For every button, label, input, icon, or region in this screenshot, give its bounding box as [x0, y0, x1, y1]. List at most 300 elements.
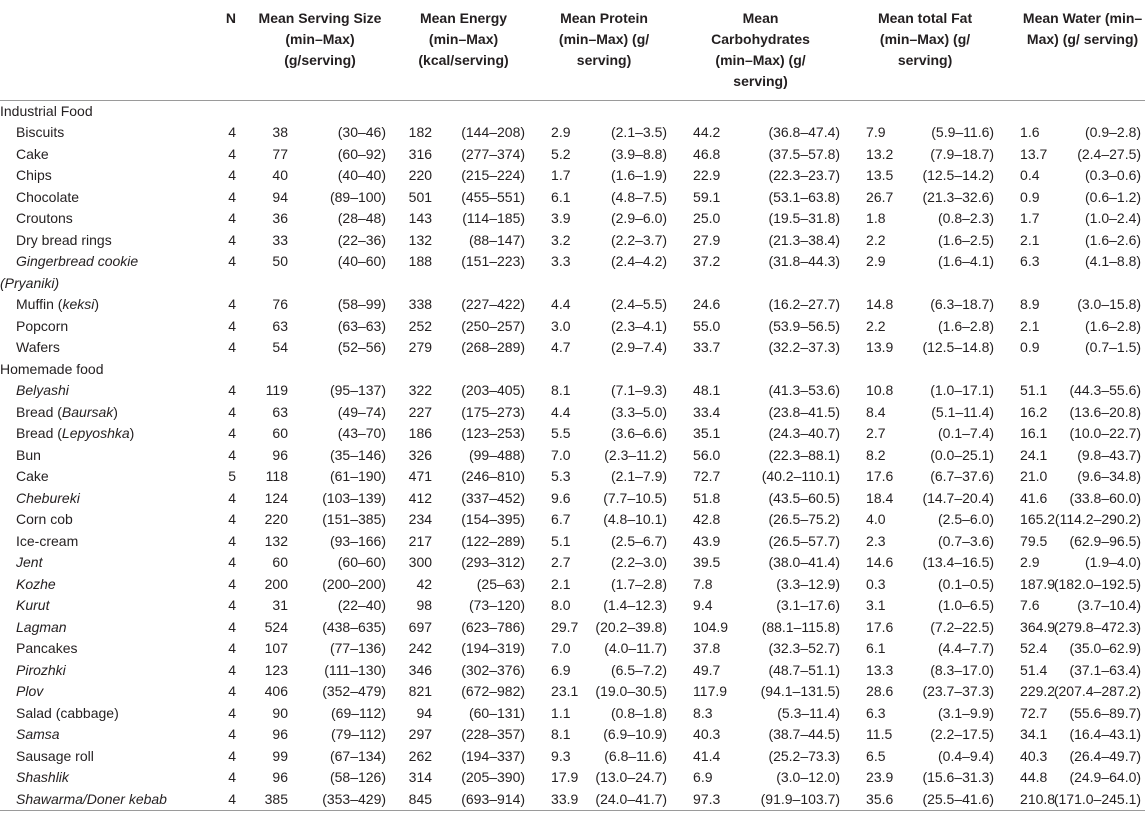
food-name [0, 746, 218, 768]
carbs-range: (25.2–73.3) [768, 747, 841, 764]
serving-range: (353–429) [322, 790, 387, 807]
n-cell: 4 [228, 532, 236, 549]
water-mean: 6.3 [1020, 253, 1040, 269]
protein-range: (2.5–6.7) [610, 532, 668, 549]
food-name-it: Belyashi [16, 382, 69, 398]
carbs-range: (40.2–110.1) [761, 468, 841, 484]
fat-range: (0.8–2.3) [938, 210, 995, 226]
group-label: Homemade food [0, 360, 104, 377]
table-row [0, 767, 1145, 789]
serving-mean: 118 [265, 468, 288, 484]
n-cell: 4 [228, 769, 236, 785]
water-range: (0.3–0.6) [1085, 167, 1142, 183]
energy-mean: 188 [408, 253, 433, 269]
water-range: (1.9–4.0) [1085, 554, 1142, 570]
energy-mean: 186 [408, 425, 433, 441]
food-name-pre: Salad (cabbage) [16, 704, 119, 721]
group-label: Industrial Food [0, 102, 93, 119]
carbs-range: (94.1–131.5) [760, 683, 841, 699]
food-name [0, 509, 218, 531]
energy-mean: 697 [408, 618, 433, 635]
water-mean: 187.9 [1020, 575, 1056, 592]
n-cell: 4 [228, 747, 236, 764]
carbs-range: (22.3–88.1) [768, 446, 841, 463]
serving-mean: 90 [272, 704, 288, 721]
carbs-range: (31.8–44.3) [768, 253, 841, 269]
n-cell: 4 [228, 511, 236, 527]
energy-range: (302–376) [461, 661, 526, 678]
food-name [0, 380, 218, 402]
carbs-mean: 43.9 [693, 532, 721, 549]
serving-range: (49–74) [337, 403, 387, 420]
serving-range: (40–40) [337, 167, 387, 183]
food-name-it: Samsa [16, 726, 60, 742]
food-name-pre: Chips [16, 167, 52, 183]
fat-range: (23.7–37.3) [922, 683, 995, 699]
serving-mean: 107 [264, 640, 288, 656]
energy-range: (25–63) [476, 575, 526, 592]
food-name [0, 574, 218, 596]
fat-range: (12.5–14.2) [922, 167, 995, 183]
water-range: (35.0–62.9) [1069, 640, 1142, 656]
table-row [0, 380, 1145, 402]
energy-range: (672–982) [461, 683, 526, 699]
energy-range: (250–257) [461, 317, 526, 334]
serving-mean: 406 [264, 683, 288, 699]
water-range: (1.0–2.4) [1085, 210, 1142, 226]
group-row [0, 359, 1145, 381]
water-range: (207.4–287.2) [1053, 683, 1142, 699]
serving-mean: 63 [272, 403, 288, 420]
water-mean: 364.9 [1020, 618, 1056, 635]
food-name-post: ) [129, 425, 135, 441]
water-range: (24.9–64.0) [1069, 769, 1142, 785]
fat-mean: 13.5 [866, 167, 894, 183]
energy-mean: 346 [408, 661, 433, 678]
carbs-range: (26.5–75.2) [768, 511, 841, 527]
n-cell: 4 [228, 403, 236, 420]
water-range: (9.6–34.8) [1077, 468, 1142, 484]
serving-mean: 99 [272, 747, 288, 764]
food-name-pre: Biscuits [16, 124, 65, 140]
food-name [0, 165, 218, 187]
energy-range: (88–147) [468, 231, 526, 248]
table-row [0, 466, 1145, 488]
carbs-mean: 37.8 [693, 640, 721, 656]
protein-range: (24.0–41.7) [595, 790, 668, 807]
fat-mean: 6.5 [866, 747, 886, 764]
table-row [0, 789, 1145, 811]
carbs-range: (5.3–11.4) [777, 704, 841, 721]
protein-mean: 9.6 [551, 489, 571, 506]
n-cell: 4 [228, 382, 236, 398]
carbs-mean: 24.6 [693, 296, 721, 312]
food-name [0, 144, 218, 166]
carbs-mean: 39.5 [693, 554, 721, 570]
serving-range: (61–190) [329, 468, 387, 484]
protein-range: (19.0–30.5) [595, 683, 668, 699]
water-mean: 51.1 [1020, 382, 1048, 398]
energy-mean: 412 [408, 489, 433, 506]
table-header [0, 0, 1145, 100]
fat-mean: 2.2 [866, 231, 886, 248]
water-mean: 0.9 [1020, 188, 1040, 205]
carbs-mean: 9.4 [693, 597, 713, 613]
water-mean: 72.7 [1020, 704, 1048, 721]
serving-mean: 200 [264, 575, 288, 592]
energy-mean: 471 [408, 468, 433, 484]
serving-range: (69–112) [331, 704, 387, 721]
energy-mean: 316 [408, 145, 433, 162]
fat-range: (1.6–4.1) [938, 253, 995, 269]
protein-range: (2.2–3.7) [610, 231, 668, 248]
carbs-mean: 72.7 [693, 468, 721, 484]
energy-mean: 326 [408, 446, 433, 463]
protein-mean: 8.1 [551, 726, 571, 742]
header-protein: Mean Protein (min–Max) (g/ serving) [558, 10, 650, 68]
carbs-mean: 33.7 [693, 339, 721, 355]
water-range: (55.6–89.7) [1069, 704, 1142, 721]
energy-range: (151–223) [461, 253, 526, 269]
water-mean: 13.7 [1020, 145, 1048, 162]
protein-mean: 3.9 [551, 210, 571, 226]
protein-mean: 29.7 [551, 618, 579, 635]
energy-range: (455–551) [461, 188, 526, 205]
energy-range: (277–374) [461, 145, 526, 162]
carbs-mean: 37.2 [693, 253, 721, 269]
n-cell: 4 [228, 317, 236, 334]
water-range: (37.1–63.4) [1069, 661, 1142, 678]
energy-range: (205–390) [461, 769, 526, 785]
carbs-range: (53.1–63.8) [768, 188, 841, 205]
water-mean: 79.5 [1020, 532, 1048, 549]
water-range: (4.1–8.8) [1085, 253, 1142, 269]
energy-range: (123–253) [461, 425, 526, 441]
food-name [0, 660, 218, 682]
n-cell: 4 [228, 231, 236, 248]
protein-mean: 5.3 [551, 468, 571, 484]
serving-mean: 77 [272, 145, 288, 162]
food-name [0, 294, 218, 316]
protein-mean: 5.2 [551, 145, 571, 162]
food-name-it: Shashlik [16, 769, 69, 785]
fat-range: (8.3–17.0) [930, 661, 995, 678]
fat-mean: 14.6 [866, 554, 894, 570]
food-name-pre: Cake [16, 468, 49, 484]
serving-mean: 76 [272, 296, 288, 312]
n-cell: 4 [228, 618, 236, 635]
serving-mean: 36 [272, 210, 288, 226]
serving-range: (103–139) [322, 489, 387, 506]
water-mean: 16.2 [1020, 403, 1048, 420]
protein-range: (4.0–11.7) [604, 640, 668, 656]
fat-range: (0.1–7.4) [938, 425, 995, 441]
water-mean: 52.4 [1020, 640, 1048, 656]
serving-mean: 124 [264, 489, 288, 506]
table-row [0, 230, 1145, 252]
protein-mean: 17.9 [551, 769, 579, 785]
carbs-mean: 6.9 [693, 769, 713, 785]
energy-range: (154–395) [461, 511, 526, 527]
water-range: (26.4–49.7) [1069, 747, 1142, 764]
fat-mean: 3.1 [866, 597, 886, 613]
n-cell: 4 [228, 339, 236, 355]
carbs-range: (16.2–27.7) [768, 296, 841, 312]
serving-range: (77–136) [329, 640, 387, 656]
fat-range: (13.4–16.5) [922, 554, 995, 570]
energy-range: (268–289) [461, 339, 526, 355]
protein-mean: 33.9 [551, 790, 579, 807]
carbs-mean: 40.3 [693, 726, 721, 742]
energy-mean: 845 [408, 790, 433, 807]
energy-range: (99–488) [468, 446, 526, 463]
carbs-range: (48.7–51.1) [768, 661, 841, 678]
carbs-mean: 33.4 [693, 403, 721, 420]
energy-mean: 821 [408, 683, 433, 699]
serving-range: (67–134) [329, 747, 387, 764]
protein-range: (2.1–3.5) [610, 124, 668, 140]
serving-range: (30–46) [337, 124, 387, 140]
n-cell: 4 [228, 704, 236, 721]
food-name-it: Kozhe [16, 575, 56, 592]
table-row [0, 337, 1145, 359]
food-name-it: Kurut [16, 597, 50, 613]
protein-range: (4.8–7.5) [610, 188, 668, 205]
protein-range: (2.4–5.5) [610, 296, 668, 312]
carbs-mean: 97.3 [693, 790, 721, 807]
carbs-range: (32.2–37.3) [768, 339, 841, 355]
table-row [0, 423, 1145, 445]
header-food [0, 0, 218, 100]
food-name [0, 724, 218, 746]
serving-mean: 33 [272, 231, 288, 248]
serving-range: (63–63) [337, 317, 387, 334]
serving-mean: 50 [272, 253, 288, 269]
table-row [0, 294, 1145, 316]
food-name-it: Lepyoshka [61, 425, 130, 441]
fat-range: (25.5–41.6) [922, 790, 995, 807]
table-row [0, 552, 1145, 574]
water-mean: 0.4 [1020, 167, 1040, 183]
fat-mean: 0.3 [866, 575, 886, 592]
n-cell: 4 [228, 640, 236, 656]
food-name-it: Plov [16, 683, 44, 699]
n-cell: 4 [228, 790, 236, 807]
food-name [0, 703, 218, 725]
protein-range: (2.2–3.0) [610, 554, 668, 570]
protein-range: (2.3–4.1) [610, 317, 668, 334]
carbs-mean: 56.0 [693, 446, 721, 463]
food-name [0, 122, 218, 144]
fat-range: (5.9–11.6) [931, 124, 995, 140]
fat-mean: 6.3 [866, 704, 886, 721]
food-name [0, 638, 218, 660]
energy-range: (194–319) [461, 640, 526, 656]
n-cell: 4 [228, 124, 236, 140]
water-range: (279.8–472.3) [1053, 618, 1142, 635]
energy-mean: 501 [408, 188, 433, 205]
energy-mean: 338 [408, 296, 433, 312]
carbs-mean: 55.0 [693, 317, 721, 334]
energy-range: (122–289) [461, 532, 526, 549]
carbs-mean: 117.9 [693, 683, 728, 699]
energy-range: (203–405) [461, 382, 526, 398]
table-row [0, 208, 1145, 230]
n-cell: 4 [228, 253, 236, 269]
water-mean: 2.1 [1020, 317, 1040, 334]
fat-mean: 28.6 [866, 683, 894, 699]
fat-mean: 2.9 [866, 253, 886, 269]
food-name [0, 230, 218, 252]
protein-range: (1.6–1.9) [610, 167, 668, 183]
serving-range: (40–60) [337, 253, 387, 269]
protein-mean: 6.9 [551, 661, 571, 678]
energy-range: (623–786) [461, 618, 526, 635]
protein-mean: 8.1 [551, 382, 571, 398]
n-cell: 5 [228, 468, 236, 484]
water-range: (1.6–2.8) [1085, 317, 1142, 334]
n-cell: 4 [228, 575, 236, 592]
serving-mean: 94 [272, 188, 288, 205]
food-name-it: Jent [16, 554, 43, 570]
protein-mean: 3.3 [551, 253, 571, 269]
protein-range: (3.9–8.8) [610, 145, 668, 162]
fat-mean: 14.8 [866, 296, 894, 312]
water-mean: 21.0 [1020, 468, 1048, 484]
carbs-range: (22.3–23.7) [768, 167, 841, 183]
carbs-mean: 25.0 [693, 210, 721, 226]
n-cell: 4 [228, 425, 236, 441]
serving-mean: 220 [264, 511, 288, 527]
energy-range: (194–337) [461, 747, 526, 764]
energy-mean: 314 [408, 769, 433, 785]
protein-mean: 8.0 [551, 597, 571, 613]
protein-mean: 3.0 [551, 317, 571, 334]
table-row [0, 122, 1145, 144]
water-mean: 24.1 [1020, 446, 1048, 463]
food-name-it: Lagman [16, 618, 67, 635]
serving-range: (60–60) [337, 554, 387, 570]
protein-mean: 3.2 [551, 231, 571, 248]
fat-mean: 7.9 [866, 124, 886, 140]
water-range: (10.0–22.7) [1069, 425, 1142, 441]
fat-range: (1.0–6.5) [938, 597, 995, 613]
fat-mean: 8.2 [866, 446, 886, 463]
table-row [0, 746, 1145, 768]
serving-range: (79–112) [331, 726, 387, 742]
carbs-mean: 104.9 [693, 618, 729, 635]
carbs-range: (19.5–31.8) [768, 210, 841, 226]
serving-mean: 40 [272, 167, 288, 183]
fat-mean: 17.6 [866, 618, 894, 635]
food-name-it: Pirozhki [16, 661, 66, 678]
protein-range: (6.5–7.2) [610, 661, 668, 678]
carbs-range: (24.3–40.7) [768, 425, 841, 441]
energy-range: (73–120) [468, 597, 526, 613]
serving-mean: 60 [272, 554, 288, 570]
protein-mean: 9.3 [551, 747, 571, 764]
table-row [0, 509, 1145, 531]
food-name [0, 488, 218, 510]
protein-range: (2.1–7.9) [610, 468, 668, 484]
protein-range: (7.1–9.3) [610, 382, 668, 398]
table-row [0, 488, 1145, 510]
carbs-mean: 44.2 [693, 124, 721, 140]
n-cell: 4 [228, 446, 236, 463]
food-name-pre: Dry bread rings [16, 231, 112, 248]
serving-range: (58–126) [329, 769, 387, 785]
n-cell: 4 [228, 726, 236, 742]
carbs-range: (36.8–47.4) [768, 124, 841, 140]
carbs-range: (21.3–38.4) [768, 231, 841, 248]
serving-range: (35–146) [329, 446, 387, 463]
water-range: (62.9–96.5) [1069, 532, 1142, 549]
food-name [0, 552, 218, 574]
food-name-it: Baursak [61, 403, 114, 420]
fat-range: (2.2–17.5) [930, 726, 995, 742]
water-mean: 40.3 [1020, 747, 1048, 764]
fat-mean: 2.3 [866, 532, 886, 549]
carbs-mean: 8.3 [693, 704, 713, 721]
serving-range: (22–40) [337, 597, 387, 613]
water-mean: 34.1 [1020, 726, 1048, 742]
serving-mean: 123 [264, 661, 288, 678]
water-mean: 1.7 [1020, 210, 1040, 226]
water-mean: 44.8 [1020, 769, 1048, 785]
fat-mean: 8.4 [866, 403, 886, 420]
n-cell: 4 [228, 167, 236, 183]
protein-mean: 2.9 [551, 124, 571, 140]
protein-mean: 6.1 [551, 188, 571, 205]
energy-mean: 279 [408, 339, 433, 355]
energy-range: (175–273) [461, 403, 526, 420]
food-name [0, 789, 218, 811]
protein-mean: 6.7 [551, 511, 571, 527]
header-carbohydrates: Mean Carbohydrates (min–Max) (g/ serving) [711, 10, 810, 89]
group-row [0, 100, 1145, 122]
food-name-it: Shawarma/Doner kebab [16, 790, 167, 807]
serving-mean: 385 [264, 790, 288, 807]
carbs-mean: 51.8 [693, 489, 721, 506]
water-mean: 41.6 [1020, 489, 1048, 506]
carbs-range: (91.9–103.7) [760, 790, 841, 807]
carbs-range: (23.8–41.5) [768, 403, 841, 420]
carbs-mean: 46.8 [693, 145, 721, 162]
water-mean: 210.8 [1020, 790, 1056, 807]
protein-range: (0.8–1.8) [610, 704, 668, 721]
water-range: (9.8–43.7) [1077, 446, 1142, 463]
serving-mean: 96 [272, 726, 288, 742]
energy-mean: 227 [408, 403, 433, 420]
protein-mean: 7.0 [551, 640, 571, 656]
protein-mean: 23.1 [551, 683, 579, 699]
fat-mean: 26.7 [866, 188, 894, 205]
fat-mean: 1.8 [866, 210, 886, 226]
fat-range: (6.7–37.6) [930, 468, 995, 484]
n-cell: 4 [228, 683, 236, 699]
serving-mean: 38 [272, 124, 288, 140]
carbs-mean: 48.1 [693, 382, 721, 398]
header-water: Mean Water (min–Max) (g/ serving) [1022, 10, 1143, 47]
protein-range: (2.3–11.2) [604, 446, 668, 463]
food-name-post: ) [94, 296, 100, 312]
water-mean: 7.6 [1020, 597, 1040, 613]
food-name [0, 316, 218, 338]
water-mean: 51.4 [1020, 661, 1048, 678]
energy-mean: 322 [408, 382, 433, 398]
water-range: (3.0–15.8) [1077, 296, 1142, 312]
food-name [0, 531, 218, 553]
